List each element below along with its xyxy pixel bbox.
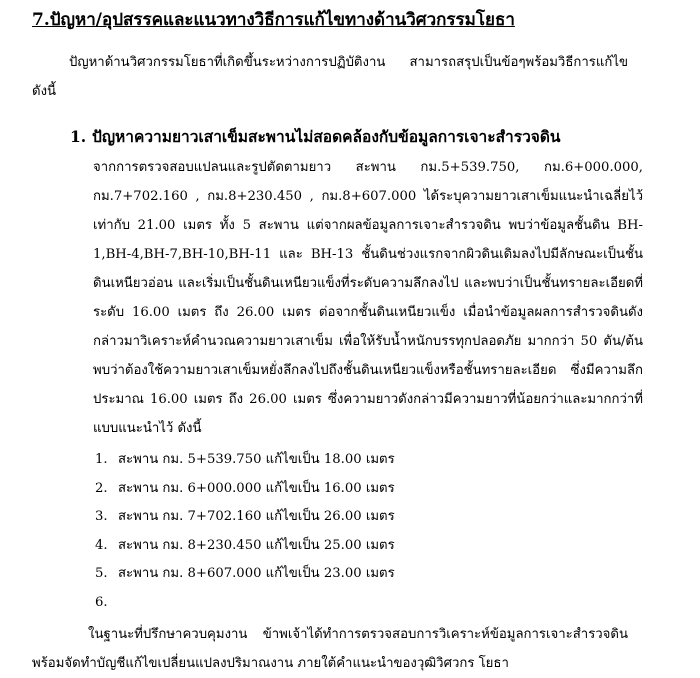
issue-title: ปัญหาความยาวเสาเข็มสะพานไม่สอดคล้องกับข้อมูลการเจาะสำรวจดิน [92,127,561,146]
list-marker: 2. [95,480,108,496]
list-marker: 5. [95,566,108,582]
list-marker: 6. [95,594,108,610]
list-item-text: สะพาน กม. 8+607.000 แก้ไขเป็น 23.00 เมตร [118,566,395,582]
list-item-text: สะพาน กม. 5+539.750 แก้ไขเป็น 18.00 เมตร [118,452,395,467]
list-item [95,560,395,589]
list-marker: 4. [95,537,108,553]
list-item [95,589,395,618]
closing-paragraph: ในฐานะที่ปรึกษาควบคุมงาน ข้าพเจ้าได้ทำการตรวจสอบการวิเคราะห์ข้อมูลการเจาะสำรวจดิน พร้อมจัดทำบัญชีแก้ไขเปลี่ยนแปลงปริมาณงาน ภายใต้คำแนะนำของวุฒิวิศวกร โยธา [32,627,628,671]
list-item-text: สะพาน กม. 7+702.160 แก้ไขเป็น 26.00 เมตร [118,509,395,525]
list-item [95,532,395,561]
section-heading: 7.ปัญหา/อุปสรรคและแนวทางวิธีการแก้ไขทางด้านวิศวกรรมโยธา [32,10,515,30]
list-marker: 1. [95,452,108,467]
list-item-text: สะพาน กม. 8+230.450 แก้ไขเป็น 25.00 เมตร [118,537,395,553]
issue-body-paragraph: จากการตรวจสอบแปลนและรูปตัดตามยาว สะพาน กม.5+539.750, กม.6+000.000, กม.7+702.160 , กม.8+230.450 , กม.8+607.000 ได้ระบุความยาวเสาเข็มแนะนำเฉลี่ยไว้เท่ากับ 21.00 เมตร ทั้ง 5 สะพาน แต่จากผลข้อมูลการเจาะสำรวจดิน พบว่าข้อมูลชั้นดิน BH-1,BH-4,BH-7,BH-10,BH-11 และ BH-13 ชั้นดินช่วงแรกจากผิวดินเดิมลงไปมีลักษณะเป็นชั้นดินเหนียวอ่อน และเริ่มเป็นชั้นดินเหนียวแข็งที่ระดับความลึกลงไป และพบว่าเป็นชั้นทรายละเอียดที่ระดับ 16.00 เมตร ถึง 26.00 เมตร ต่อจากชั้นดินเหนียวแข็ง เมื่อนำข้อมูลผลการสำรวจดินดังกล่าวมาวิเคราะห์คำนวณความยาวเสาเข็ม เพื่อให้รับน้ำหนักบรรทุกปลอดภัย มากกว่า 50 ตัน/ต้น พบว่าต้องใช้ความยาวเสาเข็มหยั่งลึกลงไปถึงชั้นดินเหนียวแข็งหรือชั้นทรายละเอียด ซึ่งมีความลึกประมาณ 16.00 เมตร ถึง 26.00 เมตร ซึ่งความยาวดังกล่าวมีความยาวที่น้อยกว่าและมากกว่าที่แบบแนะนำไว้ ดังนี้ [93,160,643,436]
bridge-pile-length-list [95,446,395,618]
list-marker: 3. [95,509,108,525]
list-item [95,446,395,475]
list-item-text: สะพาน กม. 6+000.000 แก้ไขเป็น 16.00 เมตร [118,480,395,496]
issue-heading [70,124,561,149]
list-item [95,475,395,504]
list-item [95,503,395,532]
intro-paragraph: ปัญหาด้านวิศวกรรมโยธาที่เกิดขึ้นระหว่างการปฏิบัติงาน สามารถสรุปเป็นข้อๆพร้อมวิธีการแก้ไข ดังนี้ [32,55,628,99]
issue-number: 1. [70,127,87,146]
